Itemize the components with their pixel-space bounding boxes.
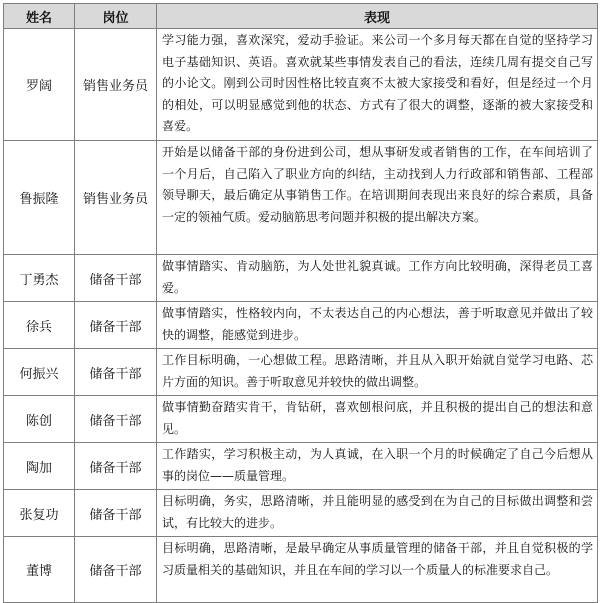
cell-performance: 目标明确，务实，思路清晰，并且能明显的感受到在为自己的目标做出调整和尝试，有比较大的进步。: [157, 490, 598, 537]
cell-performance: 学习能力强，喜欢深究，爱动手验证。来公司一个多月每天都在自觉的坚持学习电子基础知识、英语。喜欢就某些事情发表自己的看法，连续几周有提交自己写的小论文。刚到公司时因性格比较直爽不太被大家接受和看好，但是经过一个月的相处，可以明显感觉到他的状态、方式有了很大的调整，逐渐的被大家接受和喜爱。: [157, 29, 598, 141]
cell-name: 董博: [4, 537, 75, 603]
cell-position: 储备干部: [75, 537, 157, 603]
table-row: [4, 349, 598, 396]
cell-position: 储备干部: [75, 255, 157, 302]
cell-performance: 做事情踏实，性格较内向，不太表达自己的内心想法，善于听取意见并做出了较快的调整，能感觉到进步。: [157, 302, 598, 349]
cell-name: 张复功: [4, 490, 75, 537]
cell-name: 陈创: [4, 396, 75, 443]
table-row: [4, 255, 598, 302]
header-position: 岗位: [75, 4, 157, 29]
table-row: [4, 141, 598, 255]
table-row: [4, 537, 598, 603]
header-row: [4, 4, 598, 29]
header-performance: 表现: [157, 4, 598, 29]
cell-performance: 工作踏实，学习积极主动，为人真诚，在入职一个月的时候确定了自己今后想从事的岗位——质量管理。: [157, 443, 598, 490]
cell-position: 储备干部: [75, 490, 157, 537]
table-row: [4, 302, 598, 349]
header-name: 姓名: [4, 4, 75, 29]
cell-position: 储备干部: [75, 349, 157, 396]
cell-position: 储备干部: [75, 443, 157, 490]
cell-performance: 做事情踏实、肯动脑筋，为人处世礼貌真诚。工作方向比较明确，深得老员工喜爱。: [157, 255, 598, 302]
table-row: [4, 396, 598, 443]
cell-name: 罗阔: [4, 29, 75, 141]
table-row: [4, 443, 598, 490]
cell-position: 储备干部: [75, 302, 157, 349]
evaluation-table: [3, 3, 598, 603]
cell-position: 销售业务员: [75, 141, 157, 255]
cell-position: 储备干部: [75, 396, 157, 443]
cell-name: 陶加: [4, 443, 75, 490]
cell-name: 鲁振隆: [4, 141, 75, 255]
table-row: [4, 490, 598, 537]
cell-performance: 开始是以储备干部的身份进到公司，想从事研发或者销售的工作，在车间培训了一个月后，自己陷入了职业方向的纠结，主动找到人力行政部和销售部、工程部领导聊天，最后确定从事销售工作。在培训期间表现出来良好的综合素质，具备一定的领袖气质。爱动脑筋思考问题并积极的提出解决方案。: [157, 141, 598, 255]
cell-performance: 工作目标明确，一心想做工程。思路清晰，并且从入职开始就自觉学习电路、芯片方面的知识。善于听取意见并较快的做出调整。: [157, 349, 598, 396]
cell-position: 销售业务员: [75, 29, 157, 141]
cell-name: 丁勇杰: [4, 255, 75, 302]
cell-name: 何振兴: [4, 349, 75, 396]
cell-name: 徐兵: [4, 302, 75, 349]
table-row: [4, 29, 598, 141]
cell-performance: 目标明确，思路清晰，是最早确定从事质量管理的储备干部，并且自觉积极的学习质量相关的基础知识，并且在车间的学习以一个质量人的标准要求自己。: [157, 537, 598, 603]
cell-performance: 做事情勤奋踏实肯干，肯钻研，喜欢刨根问底，并且积极的提出自己的想法和意见。: [157, 396, 598, 443]
